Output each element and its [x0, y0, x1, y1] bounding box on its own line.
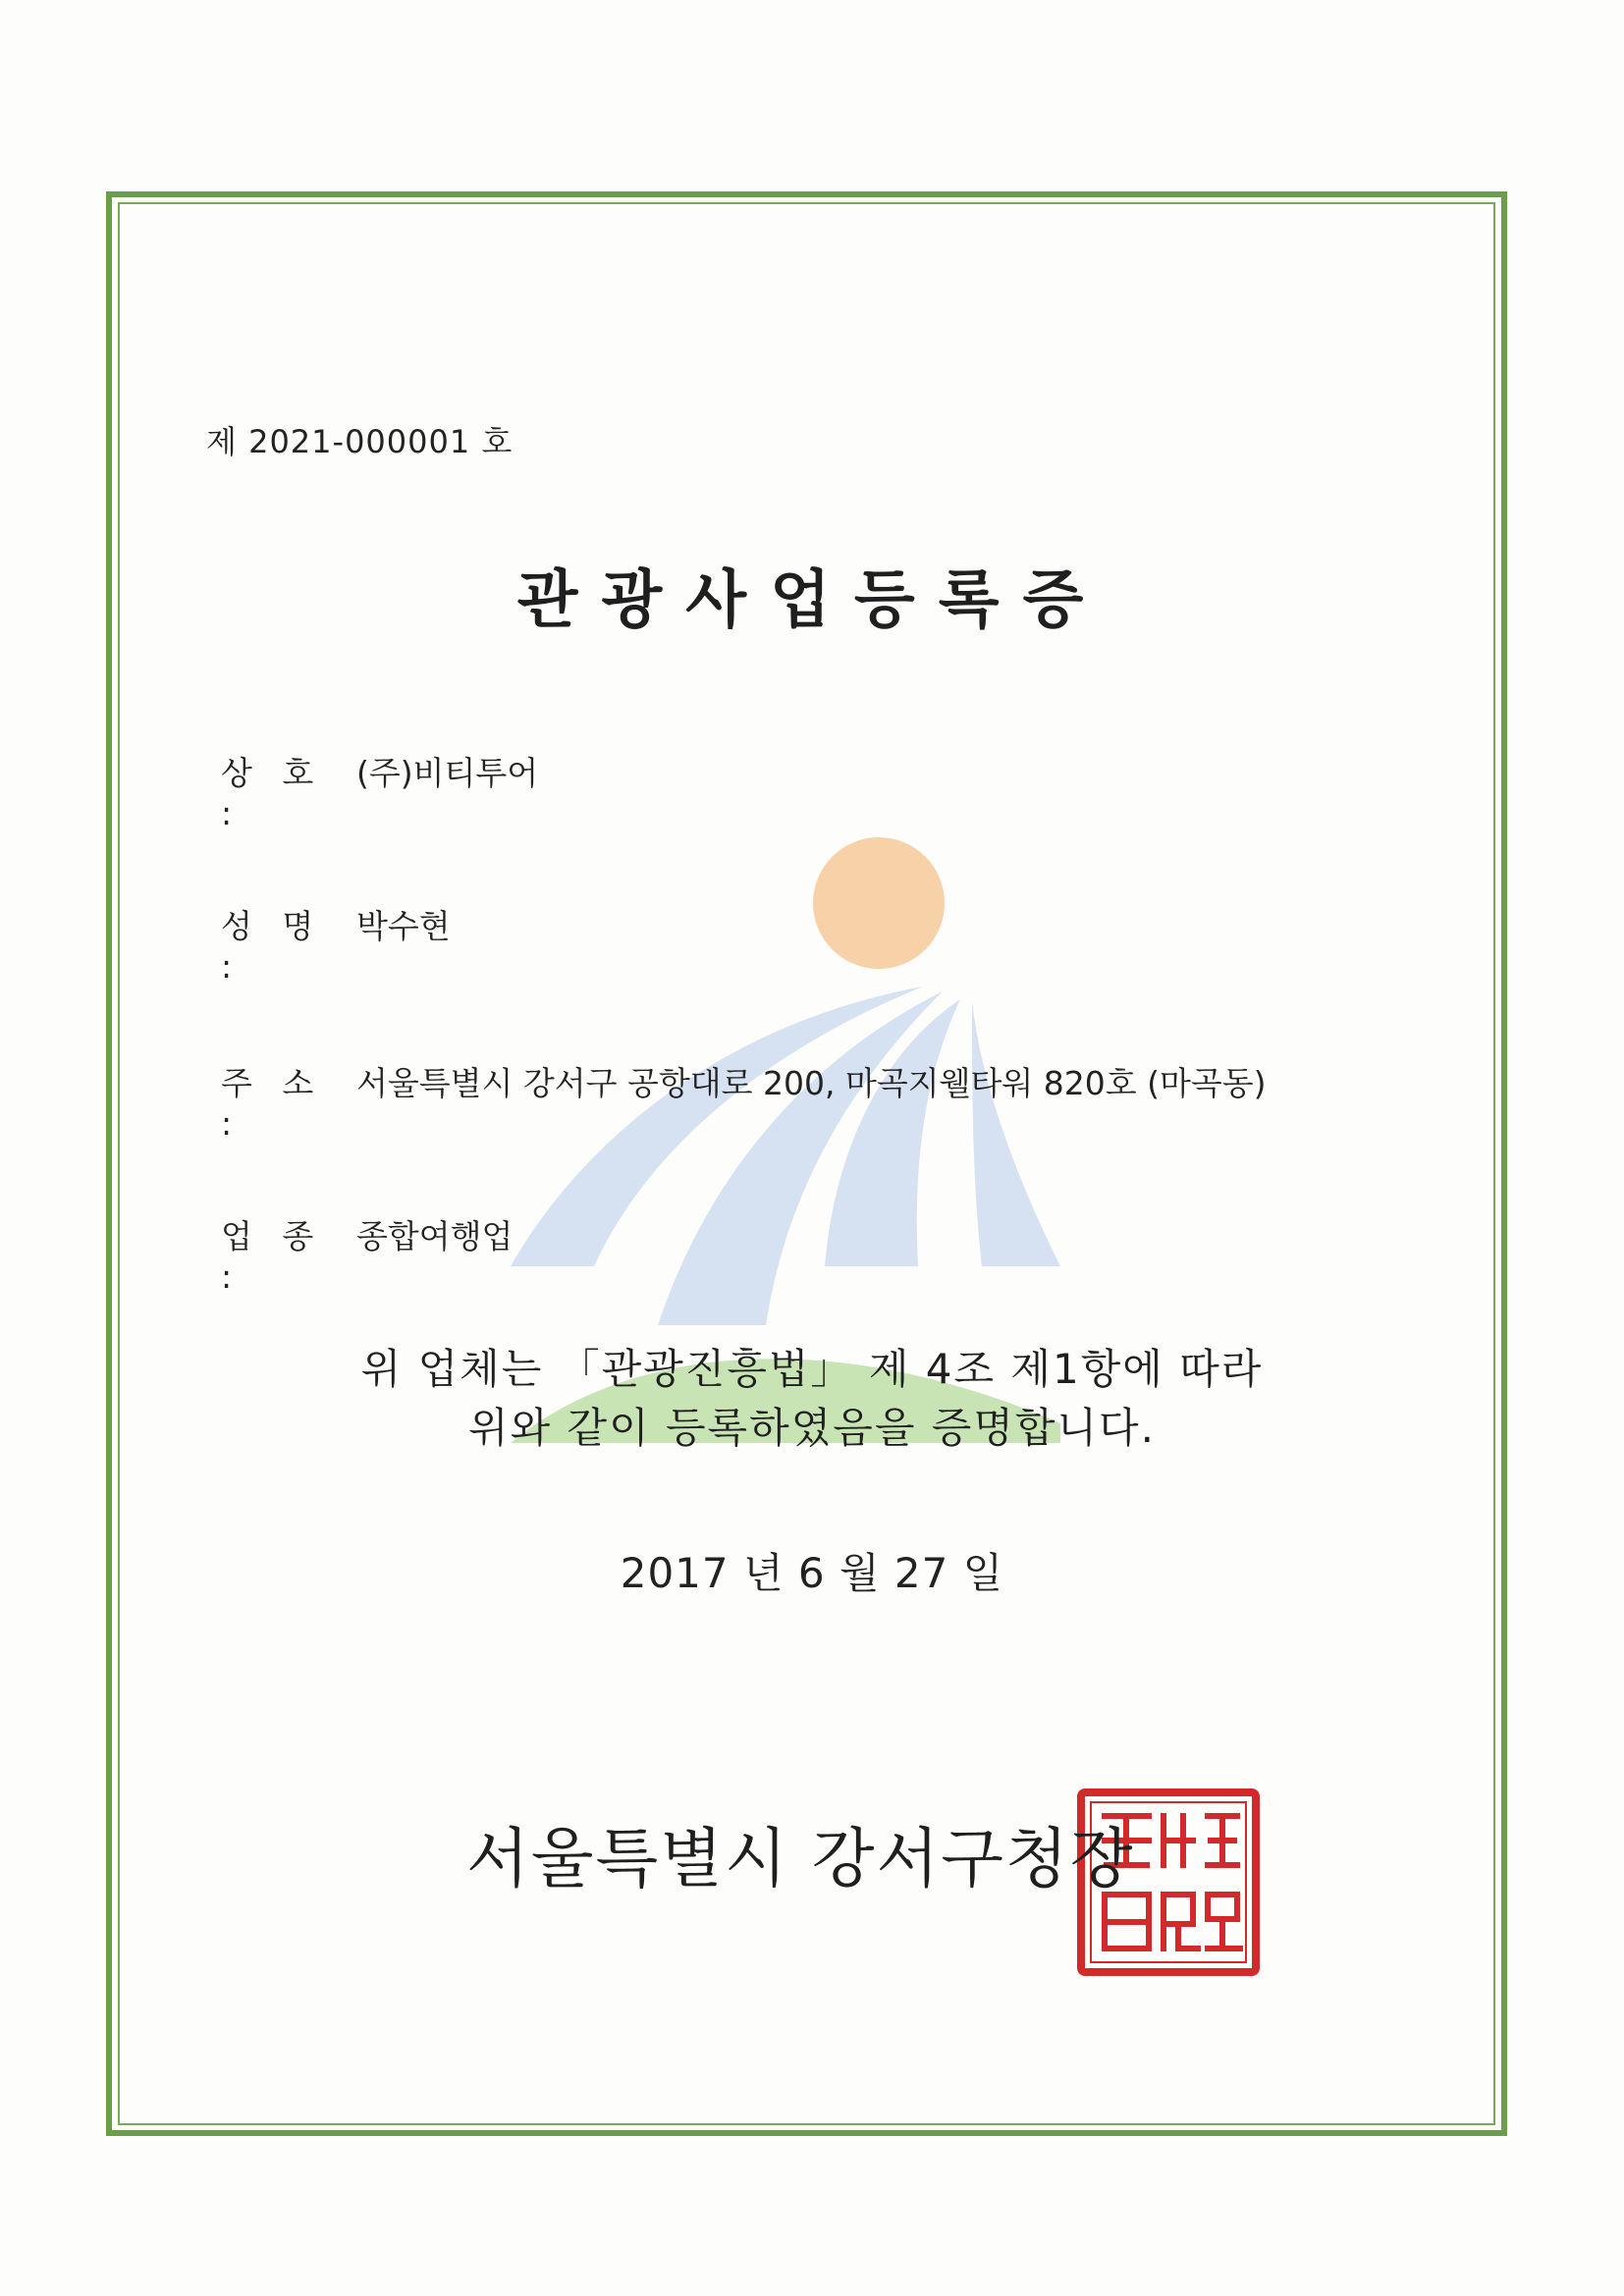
field-company: [221, 748, 538, 832]
field-address-value: 서울특별시 강서구 공항대로 200, 마곡지웰타워 820호 (마곡동): [356, 1064, 1267, 1102]
field-address: [221, 1058, 1266, 1143]
field-business-type: [221, 1211, 513, 1296]
field-address-label: 주 소 :: [221, 1064, 324, 1143]
registration-number: 제 2021-000001 호: [206, 423, 514, 460]
document-title: 관광사업등록증: [516, 563, 1108, 637]
statement-line-2: 위와 같이 등록하였음을 증명합니다.: [468, 1404, 1156, 1452]
field-company-label: 상 호 :: [221, 754, 324, 832]
field-name-label: 성 명 :: [221, 907, 324, 986]
field-name: [221, 901, 451, 986]
issuer-name: 서울특별시 강서구청장: [466, 1821, 1135, 1896]
field-name-value: 박수현: [356, 907, 451, 945]
seal-text: 서울특별시강서구청장인: [1168, 1885, 1179, 1886]
field-business-type-label: 업 종 :: [221, 1217, 324, 1296]
field-business-type-value: 종합여행업: [356, 1217, 514, 1255]
field-company-value: (주)비티투어: [356, 754, 539, 792]
statement-line-1: 위 업체는 「관광진흥법」 제 4조 제1항에 따라: [360, 1345, 1264, 1393]
issue-date: 2017 년 6 월 27 일: [620, 1549, 1004, 1597]
emblem-sun: [813, 837, 945, 969]
